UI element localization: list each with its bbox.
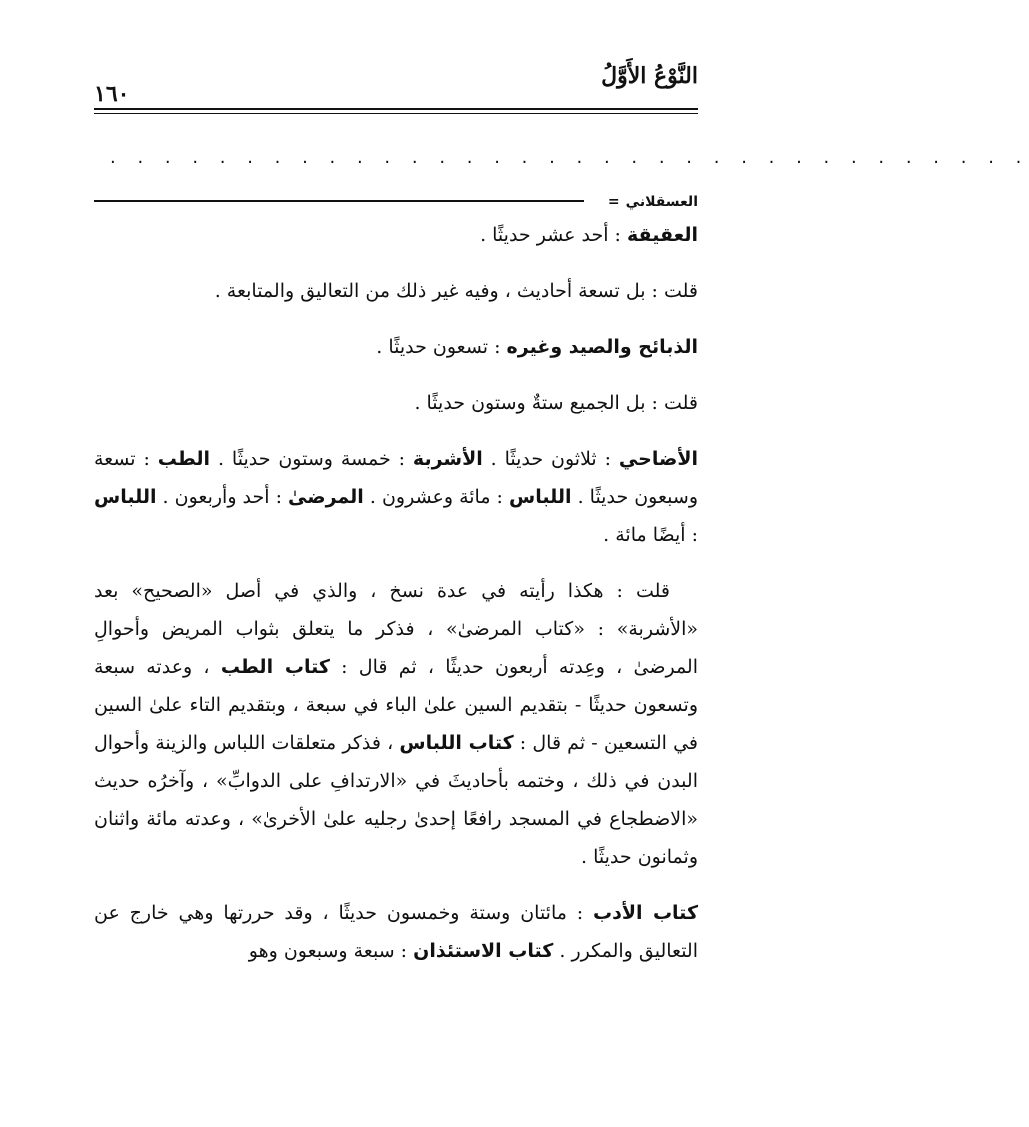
bold-heading-term: اللباس	[509, 486, 572, 508]
bold-heading-term: الطب	[157, 448, 211, 470]
paragraph-p1	[94, 216, 698, 254]
bold-heading-term: الأشربة	[412, 448, 483, 470]
section-marker	[608, 190, 698, 214]
paragraph-p7	[94, 894, 698, 970]
paragraph-text: : أحد وأربعون .	[156, 486, 289, 508]
paragraph-text: قلت : هكذا رأيته في عدة نسخ ، والذي في أصل «الصحيح» بعد «الأشربة» : «كتاب المرضىٰ» ، فذكر ما يتعلق بثواب المريض وأحوالِ المرضىٰ ، وعِدته أربعون حديثًا ، ثم قال :	[94, 580, 699, 678]
paragraph-text: : خمسة وستون حديثًا .	[210, 448, 413, 470]
bold-heading-term: كتاب الطب	[220, 656, 330, 678]
header-rule-thick	[94, 108, 698, 110]
paragraph-p3	[94, 328, 698, 366]
page-number: ١٦٠	[94, 81, 130, 107]
paragraph-p4	[94, 384, 698, 422]
paragraph-text: قلت : بل تسعة أحاديث ، وفيه غير ذلك من التعاليق والمتابعة .	[214, 280, 698, 302]
paragraph-text: : ثلاثون حديثًا .	[482, 448, 619, 470]
paragraph-p5	[94, 440, 698, 554]
section-marker-symbol: =	[607, 194, 620, 210]
paragraph-text: ، وعدته سبعة وتسعون حديثًا - بتقديم السين علىٰ الباء في سبعة ، وبتقديم التاء علىٰ السين في التسعين - ثم قال :	[94, 656, 699, 754]
page-header	[94, 58, 698, 108]
bold-heading-term: اللباس	[94, 486, 157, 508]
bold-heading-term: كتاب الاستئذان	[413, 940, 554, 962]
header-rule-thin	[94, 113, 698, 114]
paragraph-text: : سبعة وسبعون وهو	[248, 940, 414, 962]
bold-heading-term: الذبائح والصيد وغيره	[506, 336, 698, 358]
bold-heading-term: المرضىٰ	[288, 486, 364, 508]
running-title: النَّوْعُ الأَوَّلُ	[601, 63, 698, 89]
paragraph-text: : مائة وعشرون .	[363, 486, 510, 508]
bold-heading-term: كتاب اللباس	[399, 732, 514, 754]
body-text	[94, 216, 698, 988]
paragraph-text: قلت : بل الجميع ستةٌ وستون حديثًا .	[414, 392, 698, 414]
paragraph-text: : مائتان وستة وخمسون حديثًا ، وقد حررتها وهي خارج عن التعاليق والمكرر .	[94, 902, 698, 962]
section-marker-label: العسقلاني	[625, 194, 698, 210]
bold-heading-term: الأضاحي	[618, 448, 698, 470]
separator-dots: . . . . . . . . . . . . . . . . . . . . . . . . . . . . . . . . . .	[110, 147, 1029, 168]
bold-heading-term: كتاب الأدب	[593, 902, 698, 924]
paragraph-text: : أحد عشر حديثًا .	[480, 224, 627, 246]
paragraph-p2	[94, 272, 698, 310]
paragraph-p6	[94, 572, 698, 876]
paragraph-text: : تسعة وسبعون حديثًا .	[94, 448, 698, 508]
section-rule	[94, 200, 584, 202]
bold-heading-term: العقيقة	[627, 224, 698, 246]
paragraph-text: ، فذكر متعلقات اللباس والزينة وأحوال البدن في ذلك ، وختمه بأحاديثَ في «الارتدافِ على الدوابِّ» ، وآخرُه حديث «الاضطجاع في المسجد رافعًا إحدىٰ رجليه علىٰ الأخرىٰ» ، وعدته مائة واثنان وثمانون حديثًا .	[94, 732, 698, 868]
paragraph-text: : تسعون حديثًا .	[376, 336, 507, 358]
paragraph-text: : أيضًا مائة .	[603, 524, 698, 546]
